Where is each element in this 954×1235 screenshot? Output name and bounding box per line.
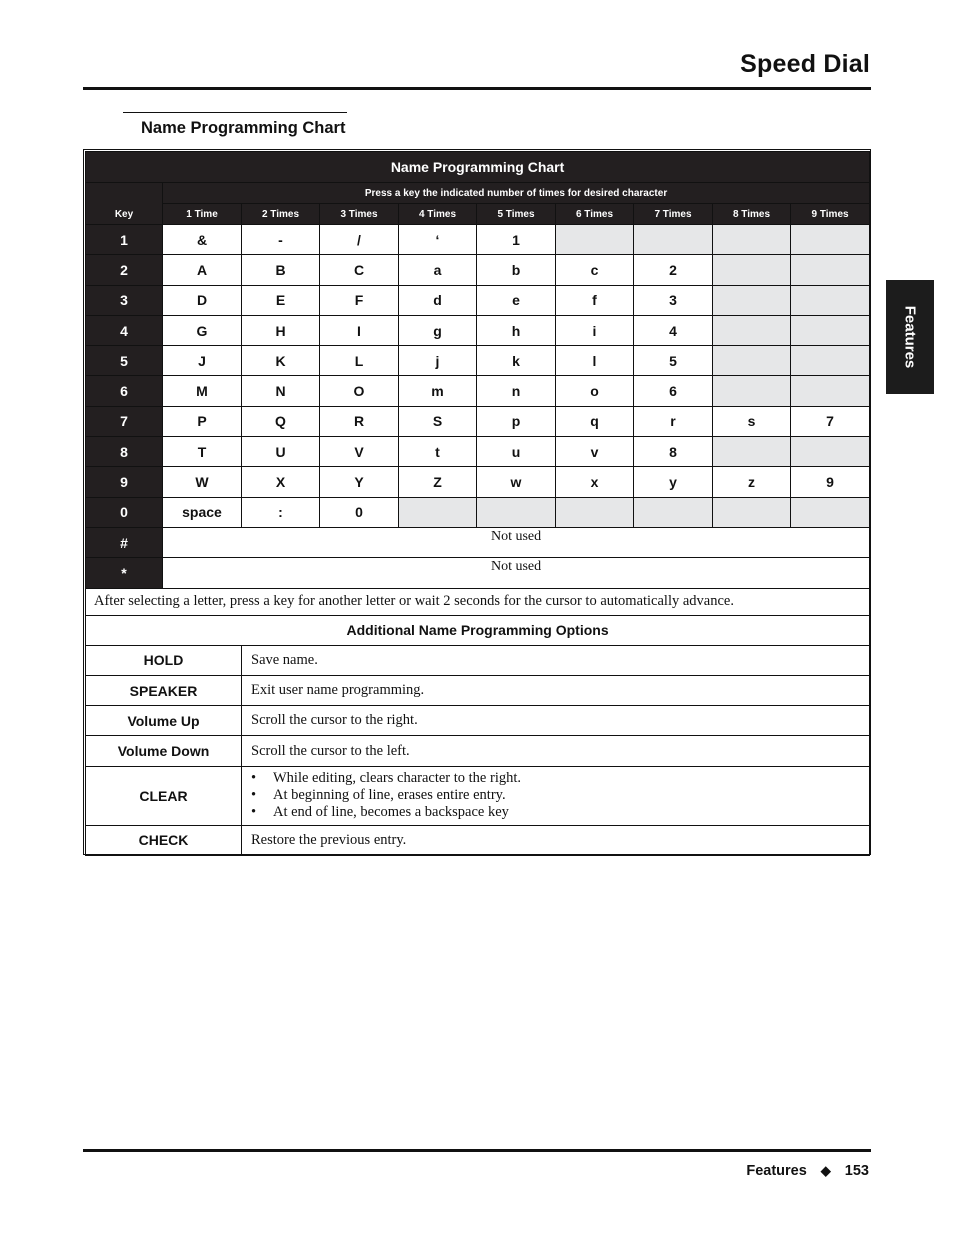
bottom-rule (83, 1149, 871, 1152)
table-row-pound (86, 527, 870, 557)
character-cell: U (242, 437, 320, 467)
character-cell: z (713, 467, 791, 497)
character-cell: 6 (634, 376, 713, 406)
key-column-header: Key (86, 183, 163, 225)
character-cell: q (556, 406, 634, 436)
character-cell: B (242, 255, 320, 285)
chart-title: Name Programming Chart (86, 152, 870, 183)
key-cell: 3 (86, 285, 163, 315)
character-cell: u (477, 437, 556, 467)
character-cell: n (477, 376, 556, 406)
key-cell: * (86, 558, 163, 588)
character-cell: 9 (791, 467, 870, 497)
character-cell: Q (242, 406, 320, 436)
option-description (242, 766, 870, 825)
empty-cell (791, 376, 870, 406)
not-used-cell: Not used (163, 527, 870, 557)
character-cell: h (477, 315, 556, 345)
key-cell: 8 (86, 437, 163, 467)
character-cell: l (556, 346, 634, 376)
empty-cell (713, 437, 791, 467)
character-cell: M (163, 376, 242, 406)
character-cell: E (242, 285, 320, 315)
empty-cell (791, 346, 870, 376)
character-cell: V (320, 437, 399, 467)
empty-cell (791, 225, 870, 255)
top-rule (83, 87, 871, 90)
option-description: Save name. (242, 645, 870, 675)
character-cell: d (399, 285, 477, 315)
character-cell: w (477, 467, 556, 497)
character-cell: A (163, 255, 242, 285)
character-cell: x (556, 467, 634, 497)
character-cell: s (713, 406, 791, 436)
column-header: 8 Times (713, 204, 791, 225)
character-cell: p (477, 406, 556, 436)
option-key: Volume Down (86, 736, 242, 766)
key-cell: 0 (86, 497, 163, 527)
chart-subtitle: Press a key the indicated number of times for desired character (163, 183, 870, 204)
empty-cell (556, 225, 634, 255)
character-cell: 5 (634, 346, 713, 376)
empty-cell (713, 285, 791, 315)
page-footer (746, 1163, 869, 1179)
key-cell: 4 (86, 315, 163, 345)
column-header: 9 Times (791, 204, 870, 225)
table-row (86, 225, 870, 255)
key-cell: 5 (86, 346, 163, 376)
page-number: 153 (844, 1163, 869, 1179)
character-cell: o (556, 376, 634, 406)
character-cell: C (320, 255, 399, 285)
character-cell: P (163, 406, 242, 436)
character-cell: K (242, 346, 320, 376)
empty-cell (713, 315, 791, 345)
character-cell: i (556, 315, 634, 345)
bullet-item: • At end of line, becomes a backspace key (251, 804, 869, 821)
column-header: 3 Times (320, 204, 399, 225)
diamond-icon: ◆ (820, 1163, 831, 1178)
character-cell: - (242, 225, 320, 255)
bullet-item: • While editing, clears character to the right. (251, 770, 869, 787)
empty-cell (791, 497, 870, 527)
table-row (86, 467, 870, 497)
character-cell: 7 (791, 406, 870, 436)
side-tab-label: Features (901, 305, 919, 369)
character-cell: 3 (634, 285, 713, 315)
character-cell: G (163, 315, 242, 345)
character-cell: I (320, 315, 399, 345)
option-key: CLEAR (86, 766, 242, 825)
character-cell: e (477, 285, 556, 315)
table-row-star (86, 558, 870, 588)
empty-cell (791, 285, 870, 315)
key-cell: 9 (86, 467, 163, 497)
bullet-list (242, 770, 869, 821)
character-cell: t (399, 437, 477, 467)
character-cell: R (320, 406, 399, 436)
character-cell: 2 (634, 255, 713, 285)
empty-cell (713, 376, 791, 406)
empty-cell (713, 497, 791, 527)
empty-cell (634, 225, 713, 255)
option-row-speaker (86, 675, 870, 705)
character-cell: 8 (634, 437, 713, 467)
character-cell: r (634, 406, 713, 436)
character-cell: 0 (320, 497, 399, 527)
table-row (86, 376, 870, 406)
key-cell: 7 (86, 406, 163, 436)
section-title: Name Programming Chart (141, 119, 346, 137)
character-cell: m (399, 376, 477, 406)
empty-cell (399, 497, 477, 527)
character-cell: / (320, 225, 399, 255)
character-cell: g (399, 315, 477, 345)
character-cell: J (163, 346, 242, 376)
character-cell: j (399, 346, 477, 376)
option-key: HOLD (86, 645, 242, 675)
character-cell: L (320, 346, 399, 376)
column-header: 4 Times (399, 204, 477, 225)
character-cell: Z (399, 467, 477, 497)
footer-section: Features (746, 1163, 807, 1179)
character-cell: & (163, 225, 242, 255)
table-row (86, 315, 870, 345)
empty-cell (713, 255, 791, 285)
empty-cell (477, 497, 556, 527)
option-description: Exit user name programming. (242, 675, 870, 705)
option-key: SPEAKER (86, 675, 242, 705)
character-cell: v (556, 437, 634, 467)
table-row (86, 285, 870, 315)
bullet-item: • At beginning of line, erases entire entry. (251, 787, 869, 804)
empty-cell (556, 497, 634, 527)
empty-cell (791, 255, 870, 285)
character-cell: 1 (477, 225, 556, 255)
empty-cell (634, 497, 713, 527)
option-key: CHECK (86, 825, 242, 855)
table-row (86, 255, 870, 285)
character-cell: H (242, 315, 320, 345)
character-cell: S (399, 406, 477, 436)
character-cell: T (163, 437, 242, 467)
character-cell: D (163, 285, 242, 315)
key-cell: 2 (86, 255, 163, 285)
key-cell: # (86, 527, 163, 557)
section-rule (123, 112, 347, 113)
not-used-cell: Not used (163, 558, 870, 588)
table-row (86, 406, 870, 436)
option-row-check (86, 825, 870, 855)
character-cell: a (399, 255, 477, 285)
character-cell: c (556, 255, 634, 285)
character-cell: W (163, 467, 242, 497)
column-header: 5 Times (477, 204, 556, 225)
column-header: 7 Times (634, 204, 713, 225)
options-title: Additional Name Programming Options (86, 615, 870, 645)
empty-cell (713, 346, 791, 376)
empty-cell (791, 315, 870, 345)
side-tab-features[interactable] (886, 280, 934, 394)
key-cell: 6 (86, 376, 163, 406)
option-key: Volume Up (86, 706, 242, 736)
column-header: 1 Time (163, 204, 242, 225)
character-cell: : (242, 497, 320, 527)
option-description: Restore the previous entry. (242, 825, 870, 855)
advance-note: After selecting a letter, press a key for another letter or wait 2 seconds for the cursor to automatically advance. (86, 588, 870, 615)
table-row (86, 346, 870, 376)
option-row-hold (86, 645, 870, 675)
table-row (86, 437, 870, 467)
character-cell: O (320, 376, 399, 406)
column-header: 2 Times (242, 204, 320, 225)
column-header: 6 Times (556, 204, 634, 225)
table-row (86, 497, 870, 527)
key-cell: 1 (86, 225, 163, 255)
character-cell: k (477, 346, 556, 376)
character-cell: y (634, 467, 713, 497)
page-title: Speed Dial (740, 50, 870, 78)
character-cell: X (242, 467, 320, 497)
character-cell: f (556, 285, 634, 315)
name-programming-chart (85, 151, 870, 856)
empty-cell (713, 225, 791, 255)
character-cell: N (242, 376, 320, 406)
character-cell: ‘ (399, 225, 477, 255)
empty-cell (791, 437, 870, 467)
option-description: Scroll the cursor to the left. (242, 736, 870, 766)
option-row-volume-down (86, 736, 870, 766)
character-cell: Y (320, 467, 399, 497)
option-row-volume-up (86, 706, 870, 736)
character-cell: F (320, 285, 399, 315)
character-cell: 4 (634, 315, 713, 345)
character-cell: space (163, 497, 242, 527)
option-row-clear (86, 766, 870, 825)
option-description: Scroll the cursor to the right. (242, 706, 870, 736)
character-cell: b (477, 255, 556, 285)
